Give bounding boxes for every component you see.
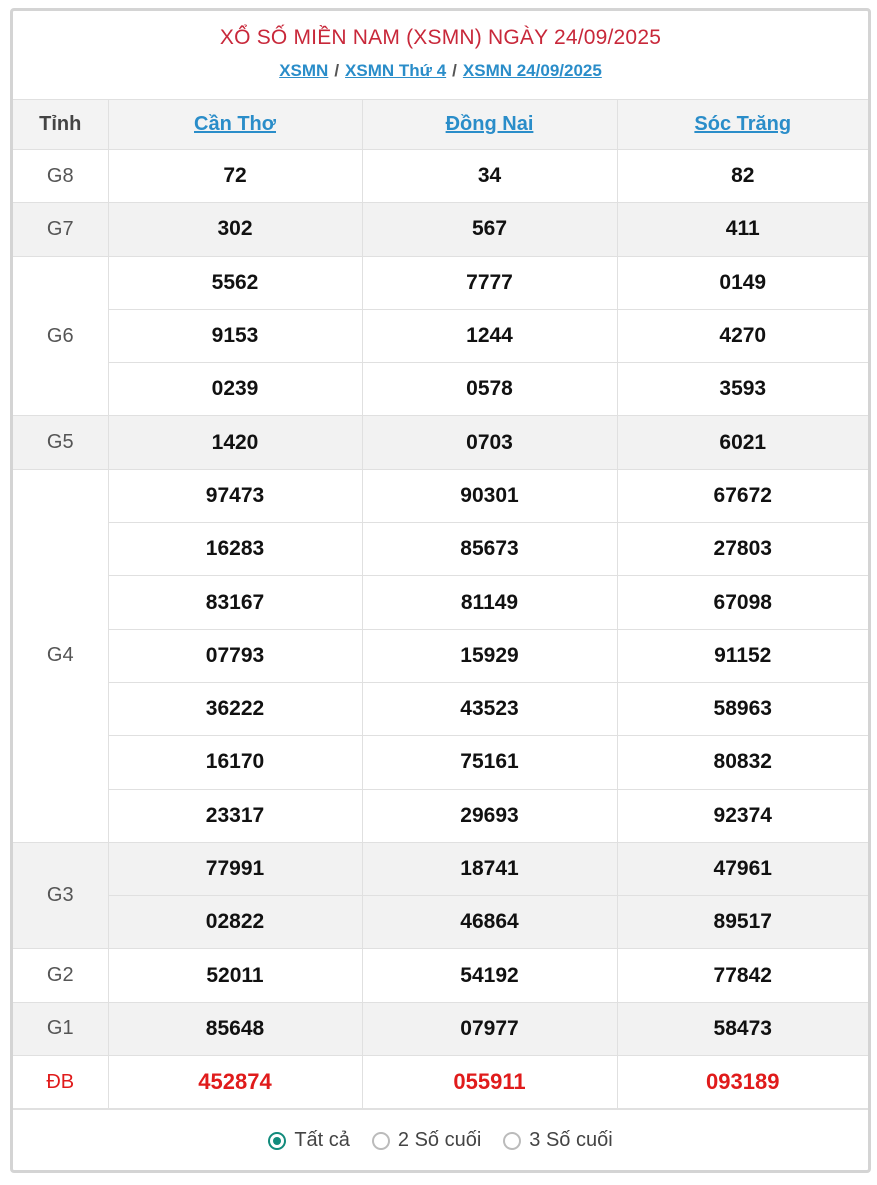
breadcrumb-link-xsmn[interactable]: XSMN [279, 61, 329, 80]
prize-row-g6 [13, 256, 868, 309]
prize-number: 46864 [362, 896, 617, 949]
prize-number: 302 [108, 203, 362, 256]
prize-number: 411 [617, 203, 868, 256]
breadcrumb-separator: / [334, 61, 340, 80]
prize-number: 7777 [362, 256, 617, 309]
prize-number: 18741 [362, 842, 617, 895]
prize-number: 0239 [108, 363, 362, 416]
prize-number: 89517 [617, 896, 868, 949]
prize-number: 02822 [108, 896, 362, 949]
prize-number: 1420 [108, 416, 362, 469]
prize-number: 72 [108, 150, 362, 203]
breadcrumb [13, 60, 868, 82]
prize-label: G3 [13, 842, 108, 949]
prize-row-g5 [13, 416, 868, 469]
breadcrumb-link-xsmn-thu4[interactable]: XSMN Thứ 4 [345, 61, 447, 80]
prize-row-special [13, 1056, 868, 1109]
prize-number: 77842 [617, 949, 868, 1002]
prize-number: 67672 [617, 469, 868, 522]
province-link-can-tho[interactable]: Cần Thơ [108, 100, 362, 150]
prize-number: 81149 [362, 576, 617, 629]
prize-number: 15929 [362, 629, 617, 682]
prize-number: 47961 [617, 842, 868, 895]
prize-label: G5 [13, 416, 108, 469]
radio-icon[interactable] [503, 1132, 521, 1150]
prize-number: 34 [362, 150, 617, 203]
prize-row-g4 [13, 789, 868, 842]
prize-number: 1244 [362, 309, 617, 362]
prize-label: G7 [13, 203, 108, 256]
prize-number: 0578 [362, 363, 617, 416]
filter-option-all[interactable] [268, 1129, 350, 1152]
prize-label: G8 [13, 150, 108, 203]
prize-number: 91152 [617, 629, 868, 682]
prize-number: 0149 [617, 256, 868, 309]
prize-label-special: ĐB [13, 1056, 108, 1109]
prize-row-g8 [13, 150, 868, 203]
prize-number: 52011 [108, 949, 362, 1002]
prize-number: 75161 [362, 736, 617, 789]
prize-number: 567 [362, 203, 617, 256]
prize-label: G4 [13, 469, 108, 842]
prize-row-g4 [13, 629, 868, 682]
special-prize-number: 452874 [108, 1056, 362, 1109]
prize-number: 82 [617, 150, 868, 203]
special-prize-number: 055911 [362, 1056, 617, 1109]
prize-number: 43523 [362, 682, 617, 735]
prize-number: 6021 [617, 416, 868, 469]
prize-row-g6 [13, 309, 868, 362]
page-title: XỔ SỐ MIỀN NAM (XSMN) NGÀY 24/09/2025 [219, 26, 662, 49]
prize-number: 90301 [362, 469, 617, 522]
prize-number: 77991 [108, 842, 362, 895]
breadcrumb-link-xsmn-date[interactable]: XSMN 24/09/2025 [462, 61, 602, 80]
lottery-result-panel [10, 8, 871, 1173]
result-header [13, 11, 868, 100]
prize-number: 27803 [617, 523, 868, 576]
prize-number: 4270 [617, 309, 868, 362]
prize-number: 97473 [108, 469, 362, 522]
column-header-province-label: Tỉnh [13, 100, 108, 150]
prize-row-g3 [13, 842, 868, 895]
prize-number: 16283 [108, 523, 362, 576]
prize-row-g7 [13, 203, 868, 256]
prize-label: G1 [13, 1002, 108, 1055]
prize-number: 5562 [108, 256, 362, 309]
prize-row-g4 [13, 523, 868, 576]
province-link-soc-trang[interactable]: Sóc Trăng [617, 100, 868, 150]
prize-number: 85648 [108, 1002, 362, 1055]
result-table [13, 100, 868, 1109]
prize-number: 92374 [617, 789, 868, 842]
special-prize-number: 093189 [617, 1056, 868, 1109]
filter-option-label: 3 Số cuối [529, 1129, 613, 1152]
prize-number: 9153 [108, 309, 362, 362]
prize-number: 58963 [617, 682, 868, 735]
prize-number: 54192 [362, 949, 617, 1002]
prize-number: 23317 [108, 789, 362, 842]
digit-filter [13, 1109, 868, 1171]
prize-number: 3593 [617, 363, 868, 416]
prize-number: 58473 [617, 1002, 868, 1055]
prize-row-g4 [13, 576, 868, 629]
prize-label: G2 [13, 949, 108, 1002]
radio-icon[interactable] [372, 1132, 390, 1150]
filter-option-label: Tất cả [294, 1129, 350, 1152]
prize-number: 85673 [362, 523, 617, 576]
filter-option-last-3[interactable] [503, 1129, 612, 1152]
province-link-dong-nai[interactable]: Đồng Nai [362, 100, 617, 150]
prize-number: 83167 [108, 576, 362, 629]
prize-number: 07793 [108, 629, 362, 682]
prize-number: 36222 [108, 682, 362, 735]
table-header-row [13, 100, 868, 150]
prize-row-g6 [13, 363, 868, 416]
prize-row-g4 [13, 682, 868, 735]
prize-number: 16170 [108, 736, 362, 789]
prize-row-g4 [13, 469, 868, 522]
filter-option-label: 2 Số cuối [397, 1129, 482, 1152]
prize-number: 0703 [362, 416, 617, 469]
radio-selected-icon[interactable] [268, 1132, 286, 1150]
prize-number: 67098 [617, 576, 868, 629]
prize-number: 29693 [362, 789, 617, 842]
breadcrumb-separator: / [452, 61, 457, 80]
prize-label: G6 [13, 256, 108, 416]
prize-number: 07977 [362, 1002, 617, 1055]
prize-row-g2 [13, 949, 868, 1002]
prize-row-g1 [13, 1002, 868, 1055]
prize-number: 80832 [617, 736, 868, 789]
prize-row-g3 [13, 896, 868, 949]
filter-option-last-2[interactable] [372, 1129, 481, 1152]
prize-row-g4 [13, 736, 868, 789]
